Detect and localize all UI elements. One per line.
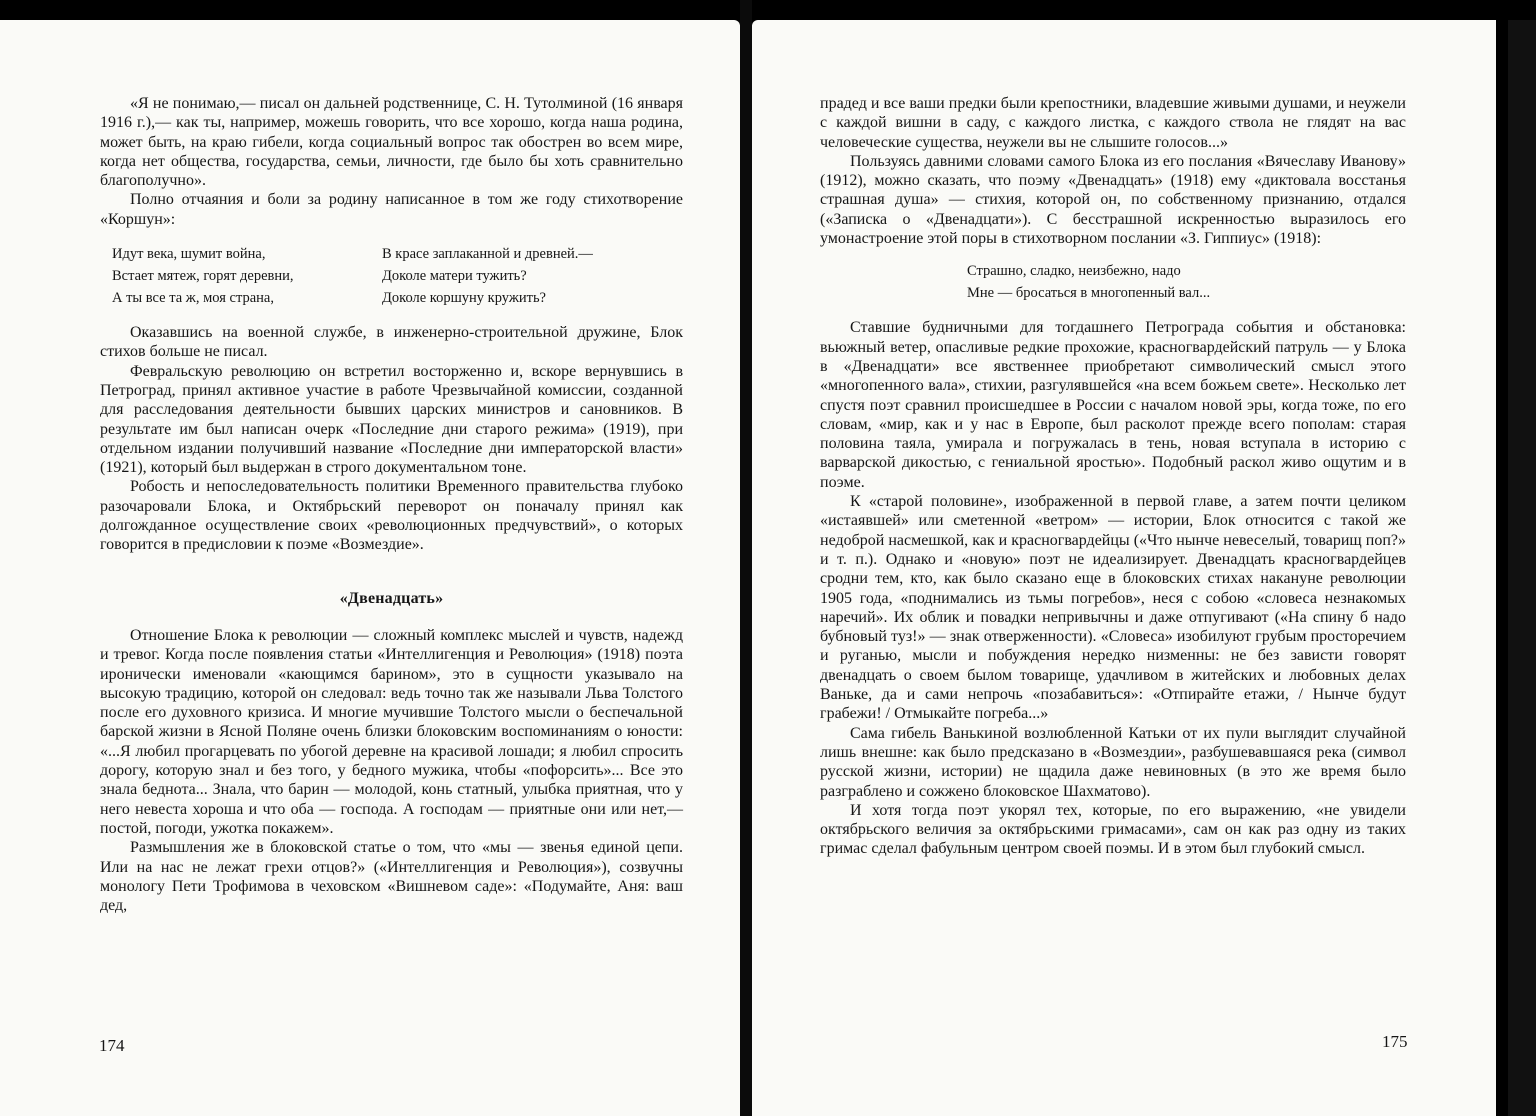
paragraph: Размышления же в блоковской статье о том, что «мы — звенья единой цепи. Или на нас не лежат грехи отцов?» («Интеллигенция и Революция»), созвучны монологу Пети Трофимова в чеховском «Вишневом саде»: «Подумайте, Аня: ваш дед,	[100, 839, 683, 915]
page-edge-shadow	[1508, 20, 1536, 1116]
paragraph: Ставшие будничными для тогдашнего Петрограда события и обстановка: вьюжный ветер, опасливые редкие прохожие, красногвардейский патруль — у Блока в «Двенадцати» все явственнее приобретают символический смысл этого «многопенного вала», стихии, разгулявшейся «на всем божьем свете». Несколько лет спустя поэт сравнил происшедшее в России с началом новой эры, когда тоже, по его словам, «мир, как и у нас в Европе, был расколот прежде всего пополам: старая половина таяла, умирала и погружалась в тень, новая вступала в историю с варварской дикостью, с гениальной яростью». Подобный раскол живо ощутим и в поэме.	[820, 319, 1406, 491]
paragraph: прадед и все ваши предки были крепостники, владевшие живыми душами, и неужели с каждой вишни в саду, с каждого листка, с каждого ствола не глядят на вас человеческие существа, неужели вы не слышите голосов...»	[820, 95, 1406, 151]
page-number: 174	[99, 1036, 125, 1055]
page-number: 175	[1382, 1032, 1408, 1051]
paragraph: Робость и непоследовательность политики Временного правительства глубоко разочаровали Блока, и Октябрьский переворот он поначалу принял как долгожданное осуществление своих «революционных предчувствий», о которых говорится в предисловии к поэме «Возмездие».	[100, 478, 683, 554]
paragraph: Отношение Блока к революции — сложный комплекс мыслей и чувств, надежд и тревог. Когда после появления статьи «Интеллигенция и Революция» (1918) поэта иронически именовали «кающимся барином», это в сущности указывало на высокую традицию, которой он следовал: ведь точно так же называли Льва Толстого после его духовного кризиса. И многие мучившие Толстого мысли о беспечальной барской жизни в Ясной Поляне очень близки блоковским воспоминаниям о юности: «...Я любил прогарцевать по убогой деревне на красивой лошади; я любил спросить дорогу, которую знал и без того, у бедного мужика, чтобы «пофорсить»... Все это знала беднота... Знала, что барин — молодой, конь статный, улыбка приятная, что у него невеста хороша и что оба — господа. А господам — приятные они или нет,— постой, погоди, ужотка покажем».	[100, 626, 683, 837]
paragraph: К «старой половине», изображенной в первой главе, а затем почти целиком «истаявшей» или сметенной «ветром» — истории, Блок относится с такой же недоброй насмешкой, как и красногвардейцы («Что нынче невеселый, товарищ поп?» и т. п.). Однако и «новую» поэт не идеализирует. Двенадцать красногвардейцев сродни тем, кто, как было сказано еще в блоковских стихах накануне революции 1905 года, «поднимались из тьмы погребов», неся с собою «словеса незнакомых наречий». Их облик и повадки непривычны и даже отпугивают («На спину б надо бубновый туз!» — знак отверженности). «Словеса» изобилуют грубым просторечием и руганью, мысли и побуждения нередко низменны: не без зависти говорят двенадцать о своем былом товарище, удачливом в житейских и любовных делах Ваньке, да и сами непрочь «позабавиться»: «Отпирайте етажи, / Нынче будут грабежи! / Отмыкайте погреба...»	[820, 493, 1406, 723]
paragraph: Оказавшись на военной службе, в инженерно-строительной дружине, Блок стихов больше не писал.	[100, 324, 683, 361]
paragraph: Сама гибель Ванькиной возлюбленной Катьки от их пули выглядит случайной лишь внешне: как было предсказано в «Возмездии», разбушевавшаяся река (символ русской жизни, истории) не щадила даже невиновных (в это же время было разграблено и сожжено блоковское Шахматово).	[820, 724, 1406, 800]
poem-line: Страшно, сладко, неизбежно, надо	[967, 263, 1181, 280]
right-page	[752, 20, 1496, 1116]
paragraph: И хотя тогда поэт укорял тех, которые, по его выражению, «не увидели октябрьского величия за октябрьскими гримасами», сам он как раз одну из таких гримас сделал фабульным центром своей поэмы. И в этом был глубокий смысл.	[820, 801, 1406, 858]
poem-korshun	[112, 243, 683, 309]
poem-line: Мне — бросаться в многопенный вал...	[967, 285, 1211, 302]
paragraph: «Я не понимаю,— писал он дальней родственнице, С. Н. Тутолминой (16 января 1916 г.),— как ты, например, можешь говорить, что все хорошо, когда наша родина, может быть, на краю гибели, когда социальный вопрос так обострен во всем мире, когда нет общества, государства, семьи, личности, где было бы хоть сравнительно благополучно».	[100, 95, 683, 190]
paragraph: Пользуясь давними словами самого Блока из его послания «Вячеславу Иванову» (1912), можно сказать, что поэму «Двенадцать» (1918) ему «диктовала восстанья страшная душа» — стихия, которой он, по собственному признанию, отдался («Записка о «Двенадцати»). С бесстрашной искренностью выразилось его умонастроение этой поры в стихотворном послании «З. Гиппиус» (1918):	[820, 152, 1406, 248]
poem-gippius	[967, 260, 1406, 304]
left-page	[0, 20, 740, 1116]
paragraph: Полно отчаяния и боли за родину написанное в том же году стихотворение «Коршун»:	[100, 191, 683, 228]
poem-line: Доколе коршуну кружить?	[382, 290, 546, 307]
paragraph: Февральскую революцию он встретил восторженно и, вскоре вернувшись в Петроград, принял активное участие в работе Чрезвычайной комиссии, созданной для расследования деятельности бывших царских министров и сановников. В результате им был написан очерк «Последние дни старого режима» (1919), при отдельном издании получивший название «Последние дни императорской власти» (1921), который был выдержан в строго документальном тоне.	[100, 362, 683, 477]
section-heading: «Двенадцать»	[339, 589, 444, 607]
left-page-text	[100, 94, 683, 915]
book-spine	[740, 0, 752, 1116]
poem-line: Идут века, шумит война,	[112, 246, 266, 263]
poem-line: В красе заплаканной и древней.—	[382, 246, 593, 263]
poem-line: Доколе матери тужить?	[382, 268, 527, 285]
right-page-text	[820, 94, 1406, 859]
poem-line: А ты все та ж, моя страна,	[112, 290, 274, 307]
poem-line: Встает мятеж, горят деревни,	[112, 268, 294, 285]
